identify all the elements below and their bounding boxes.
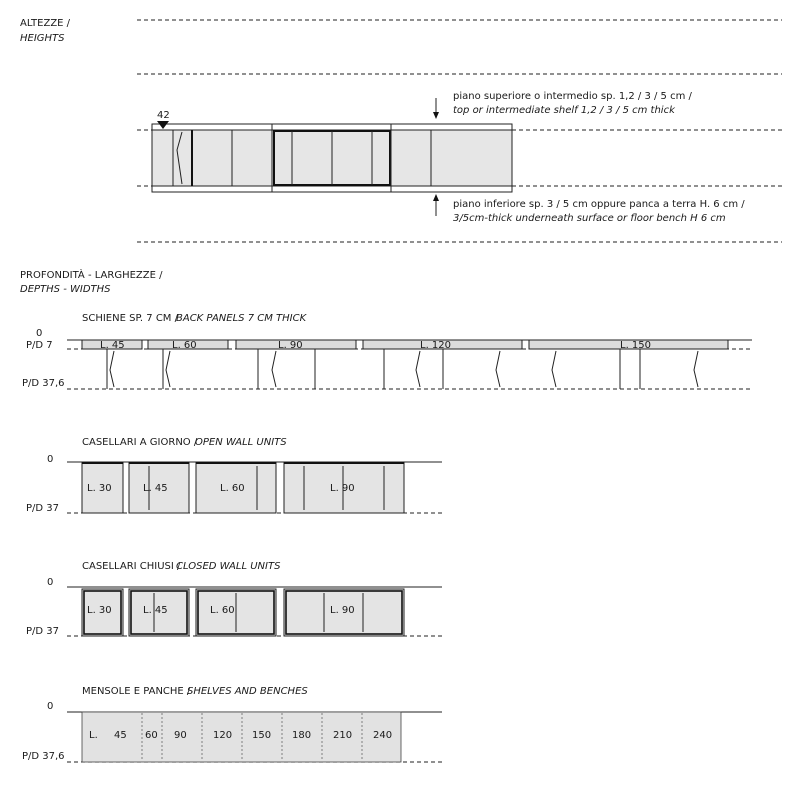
closed-unit-60	[196, 589, 276, 636]
back-panels-zero: 0	[36, 328, 43, 339]
back-panel-60	[148, 340, 228, 389]
open-units-pd-bottom: P/D 37	[26, 503, 60, 514]
depths-title-it: PROFONDITÀ - LARGHEZZE /	[20, 270, 163, 281]
shelves-title-en: SHELVES AND BENCHES	[187, 686, 308, 697]
top-shelf-note-en: top or intermediate shelf 1,2 / 3 / 5 cm thick	[453, 105, 675, 116]
open-unit-90	[284, 463, 404, 513]
closed-units-title-en: CLOSED WALL UNITS	[176, 561, 281, 572]
back-panel-150-label: L. 150	[620, 340, 652, 351]
shelves-title-it: MENSOLE E PANCHE /	[82, 686, 191, 697]
shelf-width-180: 180	[292, 730, 312, 741]
back-panel-120-label: L. 120	[420, 340, 452, 351]
back-panels-pd-bottom: P/D 37,6	[22, 378, 65, 389]
open-units-zero: 0	[47, 454, 54, 465]
shelves-bench-diagram	[82, 712, 401, 762]
open-unit-45-label: L. 45	[143, 483, 168, 494]
open-units-title-it: CASELLARI A GIORNO /	[82, 437, 198, 448]
shelf-width-45: 45	[114, 730, 127, 741]
open-unit-90-label: L. 90	[330, 483, 355, 494]
closed-units-pd-bottom: P/D 37	[26, 626, 60, 637]
back-panels-title-it: SCHIENE SP. 7 CM /	[82, 313, 178, 324]
top-leader-arrow-icon	[433, 112, 439, 119]
bottom-shelf-note-it: piano inferiore sp. 3 / 5 cm oppure panca a terra H. 6 cm /	[453, 199, 745, 210]
back-panel-90-label: L. 90	[278, 340, 303, 351]
open-unit-60	[196, 463, 276, 513]
height-marker-value: 42	[157, 110, 170, 121]
shelf-width-60: 60	[145, 730, 158, 741]
height-elevation	[152, 124, 512, 192]
heights-title-en: HEIGHTS	[20, 33, 65, 44]
closed-unit-30	[82, 589, 123, 636]
shelf-width-90: 90	[174, 730, 187, 741]
closed-unit-90	[284, 589, 404, 636]
back-panels-title-en: BACK PANELS 7 CM THICK	[176, 313, 307, 324]
closed-units-title-it: CASELLARI CHIUSI /	[82, 561, 181, 572]
shelf-width-150: 150	[252, 730, 272, 741]
shelves-pd-bottom: P/D 37,6	[22, 751, 65, 762]
back-panel-45	[82, 340, 142, 389]
back-panel-150	[529, 340, 728, 389]
back-panels-pd-top: P/D 7	[26, 340, 53, 351]
back-panel-60-label: L. 60	[172, 340, 197, 351]
open-units-title-en: OPEN WALL UNITS	[195, 437, 287, 448]
shelf-width-210: 210	[333, 730, 353, 741]
back-panel-45-label: L. 45	[100, 340, 125, 351]
bottom-leader-arrow-icon	[433, 194, 439, 201]
closed-unit-45-label: L. 45	[143, 605, 168, 616]
back-panel-120	[363, 340, 522, 389]
closed-units-zero: 0	[47, 577, 54, 588]
bottom-shelf-note-en: 3/5cm-thick underneath surface or floor bench H 6 cm	[453, 213, 726, 224]
shelves-zero: 0	[47, 701, 54, 712]
shelf-width-240: 240	[373, 730, 393, 741]
back-panel-90	[236, 340, 356, 389]
open-unit-30	[82, 463, 123, 513]
closed-unit-90-label: L. 90	[330, 605, 355, 616]
closed-unit-30-label: L. 30	[87, 605, 112, 616]
depths-title-en: DEPTHS - WIDTHS	[20, 284, 111, 295]
shelves-prefix-label: L.	[89, 730, 98, 741]
heights-title-it: ALTEZZE /	[20, 18, 71, 29]
top-shelf-note-it: piano superiore o intermedio sp. 1,2 / 3 / 5 cm /	[453, 91, 692, 102]
closed-unit-60-label: L. 60	[210, 605, 235, 616]
open-unit-30-label: L. 30	[87, 483, 112, 494]
open-unit-60-label: L. 60	[220, 483, 245, 494]
closed-unit-45	[129, 589, 189, 636]
shelf-width-120: 120	[213, 730, 233, 741]
open-unit-45	[129, 463, 189, 513]
